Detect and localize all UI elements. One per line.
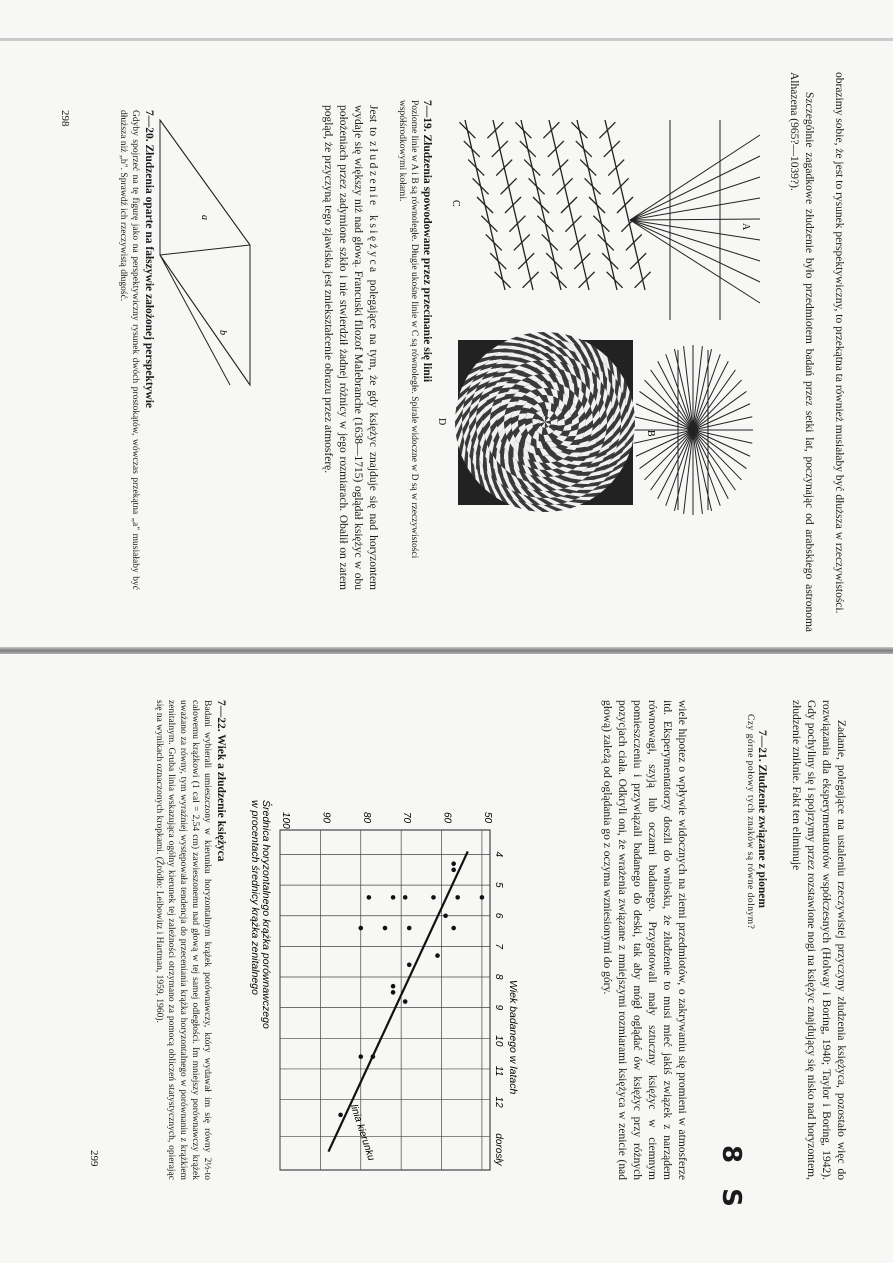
fig-c-hatch (607, 272, 623, 288)
fig-c-hatch (613, 178, 629, 194)
fig-c-hatch (589, 197, 605, 213)
chart-trend-label: linia kierunku (347, 1103, 377, 1163)
chart-data-point (391, 895, 396, 900)
fig-c-hatch (599, 122, 615, 138)
fig-c-hatch (576, 141, 592, 157)
chart-frame (280, 830, 490, 1170)
right-page-number: 299 (88, 1150, 100, 1167)
chart-x-tick-label: 5 (493, 882, 504, 888)
fig-c-hatch (501, 178, 517, 194)
moon-para-spaced: złudzenie księżyca (367, 141, 379, 275)
right-caption-7-22 (153, 700, 227, 1180)
chart-y-axis-label-line1: Średnica horyzontalnego krążka porównawczego (260, 800, 272, 1029)
fig-c-hatch (542, 234, 558, 250)
fig-c-hatch (524, 160, 540, 176)
fig-c-hatch (580, 160, 596, 176)
fig-c-hatch (477, 197, 493, 213)
fig-7-22-caption: Badani wybierali umieszczony w kierunku horyzontalnym krążek porównawczy, który wydawał im się równy 2½-to calowemu krążkowi (1 cal = 2,54 cm) zawieszonemu nad głową w tej samej odległości. Im mniejszy porównawczy krążek uważano za równy, tym wyraźniej występowała tendencja do przeceniania krążka horyzontalnego w porównaniu z krążkiem zenitalnym. Gruba linia wskazująca ogólny kierunek tej zależności otrzymano za pomocą obliczeń statystycznych, opierając się na wynikach oznaczonych kropkami. (Źródło: Leibowitz i Hartman, 1959, 1960). (154, 700, 212, 1180)
chart-data-point (403, 895, 408, 900)
left-caption-7-19 (396, 100, 433, 580)
fig-c-hatch (518, 253, 534, 269)
chart-y-axis-label-line2: w procentach średnicy krążka zenitalnego (249, 800, 261, 995)
chart-data-point (391, 984, 396, 989)
scan-edge-top (0, 38, 893, 41)
fig-c-hatch (505, 197, 521, 213)
fig-c-hatch (593, 216, 609, 232)
chart-data-point (480, 895, 485, 900)
fig-c-hatch (608, 160, 624, 176)
fig-c-hatch (579, 272, 595, 288)
chart-data-point (403, 999, 408, 1004)
chart-x-axis-label: Wiek badanego w latach (507, 980, 519, 1095)
fig-c-hatch (574, 253, 590, 269)
chart-x-tick-label: 8 (493, 974, 504, 980)
fig-a-ray (630, 135, 760, 220)
chart-data-point (367, 895, 372, 900)
chart-data-point (407, 962, 412, 967)
fig-7-21-caption: Czy górne połowy tych znaków są równe dolnym? (745, 714, 755, 930)
chart-data-point (443, 913, 448, 918)
fig-c-hatch (546, 253, 562, 269)
fig-c-hatch (602, 253, 618, 269)
fig-c-hatch (537, 216, 553, 232)
right-para-2: wiele hipotez o wpływie widocznych na ziemi przedmiotów, o zakrywaniu się promieni w atmosferze itd. Eksperymentatorzy doszli do wniosku, że złudzenie to musi mieć jakiś związek z narządem równowagi, szyją lub oczami badanego. Przygotowali mały sztuczny księżyc w ciemnym pomieszczeniu i przywiązali badanego do deski, tak aby mógł oglądać ów księżyc przy różnych pozycjach ciała. Odkryli oni, że wrażenia związane z mniejszymi rozmiarami księżyca w zenicie (nad głową) zależą od oglądania go z oczyma wzniesionymi do góry. (601, 700, 688, 1180)
sander-outline (160, 120, 250, 385)
fig-c-hatch (598, 234, 614, 250)
chart-y-tick-label: 80 (360, 812, 372, 824)
fig-c-hatch (585, 178, 601, 194)
chart-age-vs-moon-illusion (249, 775, 530, 1190)
fig-c-label: C (450, 200, 461, 207)
chart-x-tick-label: 6 (493, 912, 504, 919)
fig-c-hatch (490, 253, 506, 269)
fig-7-21-title: 7—21. Złudzenie związane z pionem (756, 730, 768, 908)
chart-y-tick-label: 60 (441, 812, 453, 824)
chart-data-point (455, 895, 460, 900)
sander-diagonal-b (160, 255, 250, 385)
chart-data-point (358, 1054, 363, 1059)
figure-a-fan (625, 115, 765, 325)
fig-c-hatch (570, 234, 586, 250)
fig-b-label: B (645, 430, 656, 437)
fig-c-hatch (561, 197, 577, 213)
fig-a-ray (630, 156, 760, 220)
chart-data-point (451, 926, 456, 931)
fig-c-hatch (552, 160, 568, 176)
chart-y-axis-label (249, 800, 273, 1029)
chart-x-tick-label: dorosły (493, 1133, 504, 1166)
fig-c-hatch (557, 178, 573, 194)
fig-a-ray (630, 198, 760, 220)
moon-para-prefix: Jest to (367, 105, 379, 142)
chart-data-point (358, 926, 363, 931)
chart-y-tick-label: 100 (280, 812, 291, 829)
fig-7-20-title: 7—20. Złudzenia oparte na fałszywie założonej perspektywie (143, 110, 155, 409)
chart-y-tick-label: 50 (481, 812, 493, 824)
fig-d-label: D (436, 418, 447, 426)
fig-c-hatch (520, 141, 536, 157)
fig-c-hatch (551, 272, 567, 288)
fig-7-21-glyphs: 8 S (716, 1145, 746, 1207)
sander-label-b: b (217, 330, 228, 335)
fig-c-hatch (496, 160, 512, 176)
fig-c-hatch (529, 178, 545, 194)
chart-y-tick-label: 90 (320, 812, 332, 824)
fig-7-22-title: 7—22. Wiek a złudzenie księżyca (215, 700, 227, 862)
fig-c-hatch (515, 122, 531, 138)
chart-x-tick-label: 11 (493, 1065, 504, 1077)
sander-divider (160, 245, 250, 255)
fig-7-19-caption: Poziome linie w A i B są równoległe. Długie ukośne linie w C są równoległe. Spirale widoczne w D są w rzeczywistości współśrodkowymi kołami. (397, 100, 419, 559)
fig-7-20-caption: Gdyby spojrzeć na tę figurę jako na perspektywiczny rysunek dwóch prostokątów, wówczas przekątna „a" musiałaby być dłuższa niż „b". Sprawdź ich rzeczywistą długość. (118, 110, 140, 590)
fig-c-hatch (543, 122, 559, 138)
chart-data-point (451, 861, 456, 866)
fig-c-hatch (459, 122, 475, 138)
chart-data-point (338, 1113, 343, 1118)
fig-7-19-title: 7—19. Złudzenia spowodowane przez przecinanie się linii (421, 100, 433, 383)
chart-data-point (407, 926, 412, 931)
right-caption-7-21 (744, 702, 768, 1102)
fig-c-hatch (468, 160, 484, 176)
fig-c-hatch (523, 272, 539, 288)
fig-c-hatch (533, 197, 549, 213)
chart-x-tick-label: 9 (493, 1004, 504, 1011)
fig-a-ray (630, 219, 760, 220)
left-para-top-2: Szczególnie zagadkowe złudzenie było przedmiotem badań przez setki lat, poczynając od arabskiego astronoma Alhazena (965?—1039?). (788, 72, 815, 632)
moon-para-rest: polegające na tym, że gdy księżyc znajduje się nad horyzontem wydaje się większy niż nad głową. Francuski filozof Malebranche (1638—1715) oglądał księżyc w obu położeniach przez zadymione szkło i nie stwierdził żadnej różnicy w jego rozmiarach. Obalił on zatem pogląd, że przyczyną tego zjawiska jest zniekształcenie obrazu przez atmosferę. (322, 105, 379, 591)
fig-c-hatch (473, 178, 489, 194)
figure-b-starburst (640, 345, 745, 515)
chart-data-point (451, 868, 456, 873)
fig-c-hatch (604, 141, 620, 157)
sander-diagonal-a (160, 120, 250, 245)
fig-c-hatch (571, 122, 587, 138)
figure-sander-parallelogram (150, 115, 260, 395)
fig-c-hatch (486, 234, 502, 250)
fig-c-hatch (548, 141, 564, 157)
figure-c-zollner (450, 110, 630, 300)
fig-c-hatch (495, 272, 511, 288)
fig-c-hatch (514, 234, 530, 250)
fig-c-hatch (464, 141, 480, 157)
chart-data-point (431, 895, 436, 900)
chart-x-tick-label: 4 (493, 851, 504, 858)
chart-data-point (435, 953, 440, 958)
right-para-1: Zadanie, polegające na ustaleniu rzeczywistej przyczyny złudzenia księżyca, pozostało więc do rozwiązania dla eksperymentatorów współczesnych (Holway i Boring, 1940; Taylor i Boring, 1942). Gdy pochyliny się i spojrzymy przez rozstawione nogi na księżyc znajdujący się nisko nad horyzontem, złudzenie zniknie. Fakt ten eliminuje (790, 700, 847, 1180)
fig-c-hatch (481, 216, 497, 232)
chart-x-tick-label: 12 (493, 1096, 504, 1108)
fig-a-ray (630, 177, 760, 220)
sander-edge (160, 255, 230, 385)
chart-x-tick-label: 7 (493, 943, 504, 949)
left-para-top-1: obrazimy sobie, że jest to rysunek perspektywiczny, to przekątna ta również musiałaby być dłuższa w rzeczywistości. (833, 72, 845, 614)
fig-c-hatch (492, 141, 508, 157)
page-fold (0, 647, 893, 654)
fig-c-hatch (487, 122, 503, 138)
left-page-number: 298 (59, 110, 71, 127)
chart-y-tick-label: 70 (401, 812, 413, 824)
sander-label-a: a (199, 215, 210, 220)
fig-c-hatch (565, 216, 581, 232)
fig-a-label: A (740, 223, 751, 231)
chart-x-tick-label: 10 (493, 1035, 504, 1047)
chart-data-point (391, 990, 396, 995)
fig-c-hatch (509, 216, 525, 232)
figure-d-fraser-spiral (458, 340, 633, 505)
fig-a-ray (630, 220, 760, 303)
chart-data-point (383, 926, 388, 931)
chart-data-point (371, 1054, 376, 1059)
